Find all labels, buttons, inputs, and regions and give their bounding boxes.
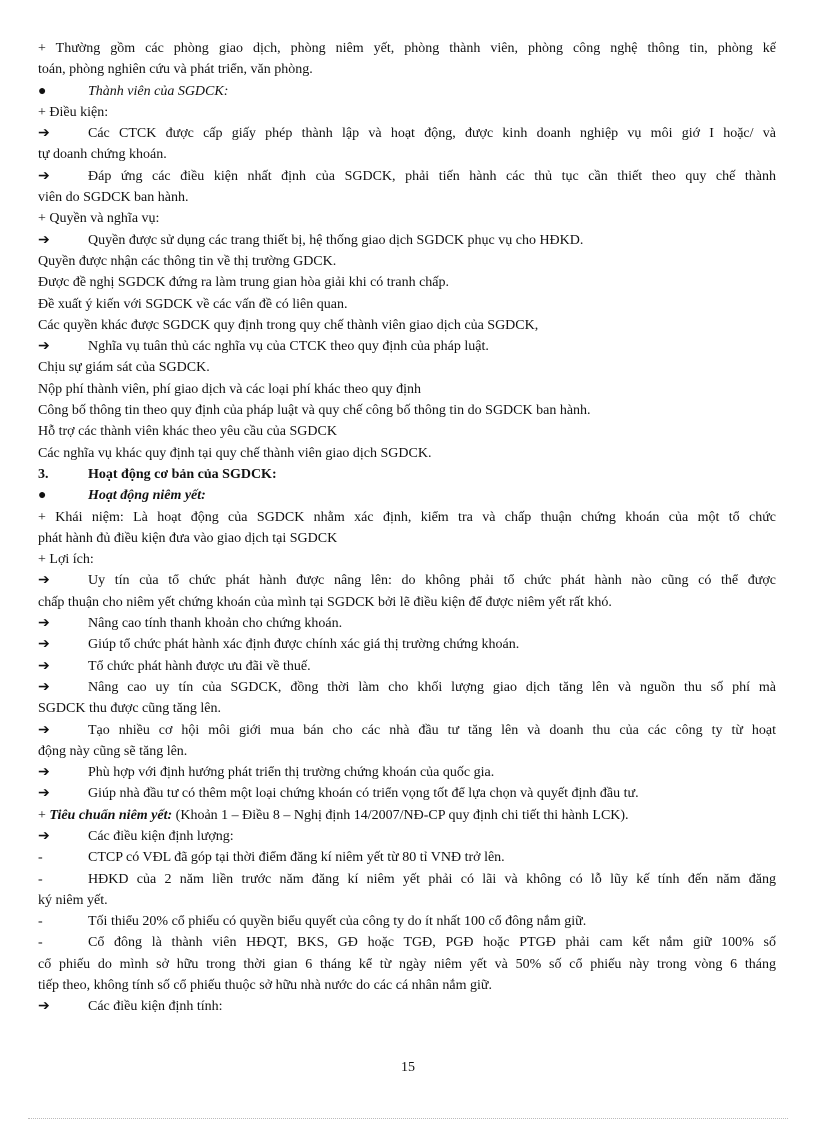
arrow-item: ➔ Nâng cao tính thanh khoản cho chứng khoán. <box>38 613 776 634</box>
text-line: chấp thuận cho niêm yết chứng khoán của mình tại SGDCK bởi lẽ điều kiện để được niêm yết rất khó. <box>38 594 612 610</box>
document-page <box>38 38 776 1018</box>
bullet-icon: ● <box>38 83 47 99</box>
arrow-icon: ➔ <box>38 722 50 738</box>
arrow-icon: ➔ <box>38 126 50 142</box>
text-line: Đề xuất ý kiến với SGDCK về các vấn đề có liên quan. <box>38 296 348 312</box>
arrow-icon: ➔ <box>38 339 50 355</box>
arrow-item: ➔ Phù hợp với định hướng phát triển thị trường chứng khoán của quốc gia. <box>38 762 776 783</box>
arrow-item: ➔ Nghĩa vụ tuân thủ các nghĩa vụ của CTCK theo quy định của pháp luật. <box>38 336 776 357</box>
bullet-icon: ● <box>38 488 47 504</box>
arrow-icon: ➔ <box>38 616 50 632</box>
text-line: toán, phòng nghiên cứu và phát triển, văn phòng. <box>38 62 313 78</box>
dash-item: - HĐKD của 2 năm liền trước năm đăng kí niêm yết phải có lãi và không có lỗ lũy kế tính đến năm đăng <box>38 871 776 887</box>
text-line: viên do SGDCK ban hành. <box>38 190 189 206</box>
text-line: + Tiêu chuẩn niêm yết: (Khoản 1 – Điều 8 – Nghị định 14/2007/NĐ-CP quy định chi tiết thi hành LCK). <box>38 807 629 823</box>
arrow-item: ➔ Tạo nhiều cơ hội môi giới mua bán cho các nhà đầu tư tăng lên và doanh thu của các công ty từ hoạt <box>38 720 776 741</box>
text-line: + Quyền và nghĩa vụ: <box>38 211 160 227</box>
text-line: + Lợi ích: <box>38 552 94 568</box>
text-line: Các nghĩa vụ khác quy định tại quy chế thành viên giao dịch SGDCK. <box>38 445 432 461</box>
bullet-heading: ● Thành viên của SGDCK: <box>38 81 776 102</box>
text-line: Được đề nghị SGDCK đứng ra làm trung gian hòa giải khi có tranh chấp. <box>38 275 449 291</box>
arrow-item: ➔ Các điều kiện định lượng: <box>38 826 776 847</box>
text-line: tự doanh chứng khoán. <box>38 147 167 163</box>
text-line: Công bố thông tin theo quy định của pháp luật và quy chế công bố thông tin do SGDCK ban hành. <box>38 403 591 419</box>
arrow-item: ➔ Giúp nhà đầu tư có thêm một loại chứng khoán có triển vọng tốt để lựa chọn và quyết định đầu tư. <box>38 783 776 804</box>
arrow-item: ➔ Các CTCK được cấp giấy phép thành lập và hoạt động, được kinh doanh nghiệp vụ môi giớ I hoặc/ và <box>38 123 776 144</box>
text-line: Hỗ trợ các thành viên khác theo yêu cầu của SGDCK <box>38 424 337 440</box>
arrow-item: ➔ Giúp tổ chức phát hành xác định được chính xác giá thị trường chứng khoán. <box>38 634 776 655</box>
arrow-item: ➔ Đáp ứng các điều kiện nhất định của SGDCK, phải tiến hành các thủ tục cần thiết theo quy chế thành <box>38 166 776 187</box>
text-line: cổ phiếu do mình sở hữu trong thời gian 6 tháng kể từ ngày niêm yết và 50% số cổ phiếu này trong vòng 6 tháng <box>38 956 776 972</box>
arrow-item: ➔ Tổ chức phát hành được ưu đãi về thuế. <box>38 656 776 677</box>
text-line: phát hành đủ điều kiện đưa vào giao dịch tại SGDCK <box>38 530 338 546</box>
arrow-icon: ➔ <box>38 573 50 589</box>
dash-item: - Cổ đông là thành viên HĐQT, BKS, GĐ hoặc TGĐ, PGĐ hoặc PTGĐ phải cam kết nắm giữ 100% số <box>38 935 776 951</box>
arrow-icon: ➔ <box>38 786 50 802</box>
arrow-icon: ➔ <box>38 999 50 1015</box>
text-line: động này cũng sẽ tăng lên. <box>38 743 188 759</box>
page-number: 15 <box>401 1060 415 1075</box>
arrow-icon: ➔ <box>38 637 50 653</box>
section-heading: 3. Hoạt động cơ bản của SGDCK: <box>38 466 277 482</box>
text-line: + Điều kiện: <box>38 104 109 120</box>
text-line: SGDCK thu được cũng tăng lên. <box>38 701 221 717</box>
text-line: Nộp phí thành viên, phí giao dịch và các loại phí khác theo quy định <box>38 381 421 397</box>
dash-item: - Tối thiểu 20% cổ phiếu có quyền biểu quyết của công ty do ít nhất 100 cổ đông nắm giữ. <box>38 914 587 930</box>
text-line: + Thường gồm các phòng giao dịch, phòng niêm yết, phòng thành viên, phòng công nghệ thông tin, phòng kế <box>38 41 776 56</box>
page-bottom-divider <box>28 1118 788 1119</box>
arrow-icon: ➔ <box>38 232 50 248</box>
arrow-item: ➔ Quyền được sử dụng các trang thiết bị, hệ thống giao dịch SGDCK phục vụ cho HĐKD. <box>38 230 776 251</box>
dash-item: - CTCP có VĐL đã góp tại thời điểm đăng kí niêm yết từ 80 tỉ VNĐ trở lên. <box>38 850 505 866</box>
text-line: Quyền được nhận các thông tin về thị trường GDCK. <box>38 253 337 269</box>
text-line: ký niêm yết. <box>38 892 108 908</box>
arrow-icon: ➔ <box>38 658 50 674</box>
arrow-item: ➔ Các điều kiện định tính: <box>38 996 776 1017</box>
arrow-icon: ➔ <box>38 828 50 844</box>
arrow-icon: ➔ <box>38 765 50 781</box>
arrow-item: ➔ Uy tín của tổ chức phát hành được nâng lên: do không phải tổ chức phát hành nào cũng có thể được <box>38 570 776 591</box>
text-line: Chịu sự giám sát của SGDCK. <box>38 360 210 376</box>
arrow-icon: ➔ <box>38 679 50 695</box>
arrow-icon: ➔ <box>38 168 50 184</box>
text-line: Các quyền khác được SGDCK quy định trong quy chế thành viên giao dịch của SGDCK, <box>38 317 539 333</box>
text-line: + Khái niệm: Là hoạt động của SGDCK nhằm xác định, kiểm tra và chấp thuận chứng khoán của một tổ chức <box>38 509 776 525</box>
arrow-item: ➔ Nâng cao uy tín của SGDCK, đồng thời làm cho khối lượng giao dịch tăng lên và nguồn thu số phí mà <box>38 677 776 698</box>
bullet-heading: ● Hoạt động niêm yết: <box>38 485 776 506</box>
text-line: tiếp theo, không tính số cổ phiếu thuộc sở hữu nhà nước do các cá nhân nắm giữ. <box>38 978 492 994</box>
